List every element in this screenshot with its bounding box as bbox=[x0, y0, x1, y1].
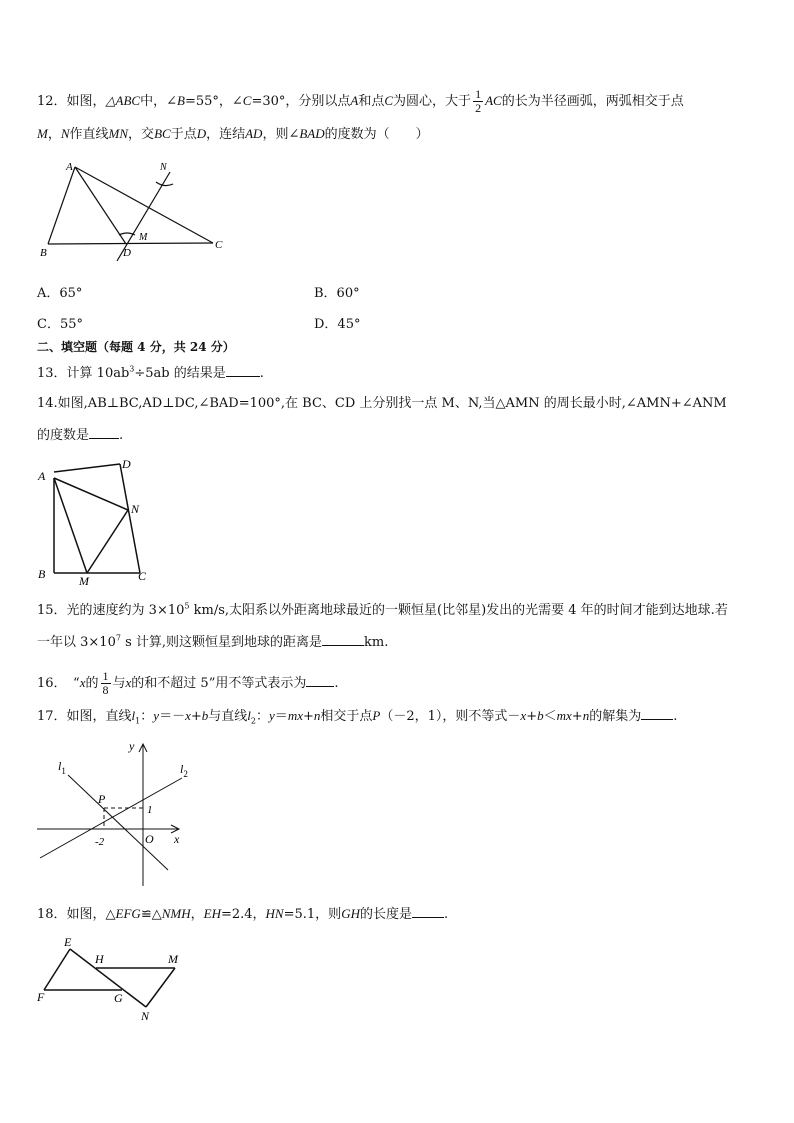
label-N: N bbox=[160, 162, 167, 173]
q14-line1: 14.如图,AB⊥BC,AD⊥DC,∠BAD=100°,在 BC、CD 上分别找一点 M、N,当△AMN 的周长最小时,∠AMN+∠ANM bbox=[37, 396, 727, 411]
section-heading-fill-in: 二、填空题（每题 4 分，共 24 分） bbox=[37, 340, 235, 354]
label-A: A bbox=[38, 469, 46, 483]
label-A: A bbox=[66, 161, 73, 173]
segment-EN bbox=[70, 949, 146, 1007]
label-B: B bbox=[40, 247, 47, 259]
q13-line: 13．计算 $10ab^3\div 5ab$ 的结果是 . bbox=[37, 364, 264, 381]
label-M: M bbox=[79, 574, 89, 588]
label-M: M bbox=[168, 952, 178, 966]
q14-line2: 的度数是 . bbox=[37, 428, 124, 443]
label-D: D bbox=[122, 457, 131, 471]
q15-line2: 一年以 $3\times 10^7$ s 计算,则这颗恒星到地球的距离是 km. bbox=[37, 633, 389, 650]
label-P: P bbox=[98, 792, 106, 806]
label-G: G bbox=[114, 991, 123, 1005]
q12-line2: M，N作直线MN，交BC于点D，连结AD，则∠BAD的度数为（ ） bbox=[37, 126, 429, 142]
label-N: N bbox=[141, 1009, 150, 1023]
label-y: y bbox=[129, 739, 135, 753]
label-x: x bbox=[174, 832, 180, 846]
label-l1: $l_1$ bbox=[58, 759, 66, 776]
q17-line: 17．如图，直线$l_1$：y＝－x+b与直线$l_2$：y＝mx+n相交于点P（－2，1），则不等式－x+b＜mx+n的解集为 . bbox=[37, 708, 678, 726]
segment-MN bbox=[146, 968, 175, 1007]
label-tick-1: 1 bbox=[147, 804, 153, 816]
q12-option-d[interactable]: D．45° bbox=[314, 317, 361, 332]
q16-line: 16． “x的 $\frac{1}{8}$ 与x的和不超过 5”用不等式表示为 . bbox=[37, 669, 339, 697]
segment-EF bbox=[44, 949, 70, 990]
fraction-one-eighth: $\frac{1}{8}$ bbox=[102, 669, 109, 697]
label-B: B bbox=[38, 567, 46, 581]
label-C: C bbox=[138, 569, 147, 583]
q12-option-b[interactable]: B．60° bbox=[314, 286, 360, 301]
label-D: D bbox=[123, 247, 131, 259]
q18-line: 18．如图，△EFG≌△NMH，EH=2.4，HN=5.1，则GH的长度是 . bbox=[37, 906, 449, 922]
label-M: M bbox=[139, 232, 148, 243]
q12-line1: 12．如图，△ABC中，∠B=55°，∠C=30°，分别以点A和点C为圆心，大于 $\frac{1}{2}$ AC的长为半径画弧，两弧相交于点 bbox=[37, 87, 684, 115]
q15-line1: 15．光的速度约为 $3\times 10^5$ km/s,太阳系以外距离地球最近的一颗恒星(比邻星)发出的光需要 4 年的时间才能到达地球.若 bbox=[37, 601, 728, 618]
label-H: H bbox=[95, 952, 104, 966]
q12-option-c[interactable]: C．55° bbox=[37, 317, 83, 332]
label-N: N bbox=[131, 502, 140, 516]
label-C: C bbox=[215, 239, 223, 251]
label-l2: $l_2$ bbox=[180, 762, 188, 779]
label-F: F bbox=[37, 990, 45, 1004]
label-E: E bbox=[64, 935, 72, 949]
q12-option-a[interactable]: A．65° bbox=[37, 286, 83, 301]
label-O: O bbox=[145, 832, 154, 846]
label-tick-neg2: -2 bbox=[95, 836, 105, 848]
fraction-one-half: $\frac{1}{2}$ bbox=[475, 87, 482, 115]
